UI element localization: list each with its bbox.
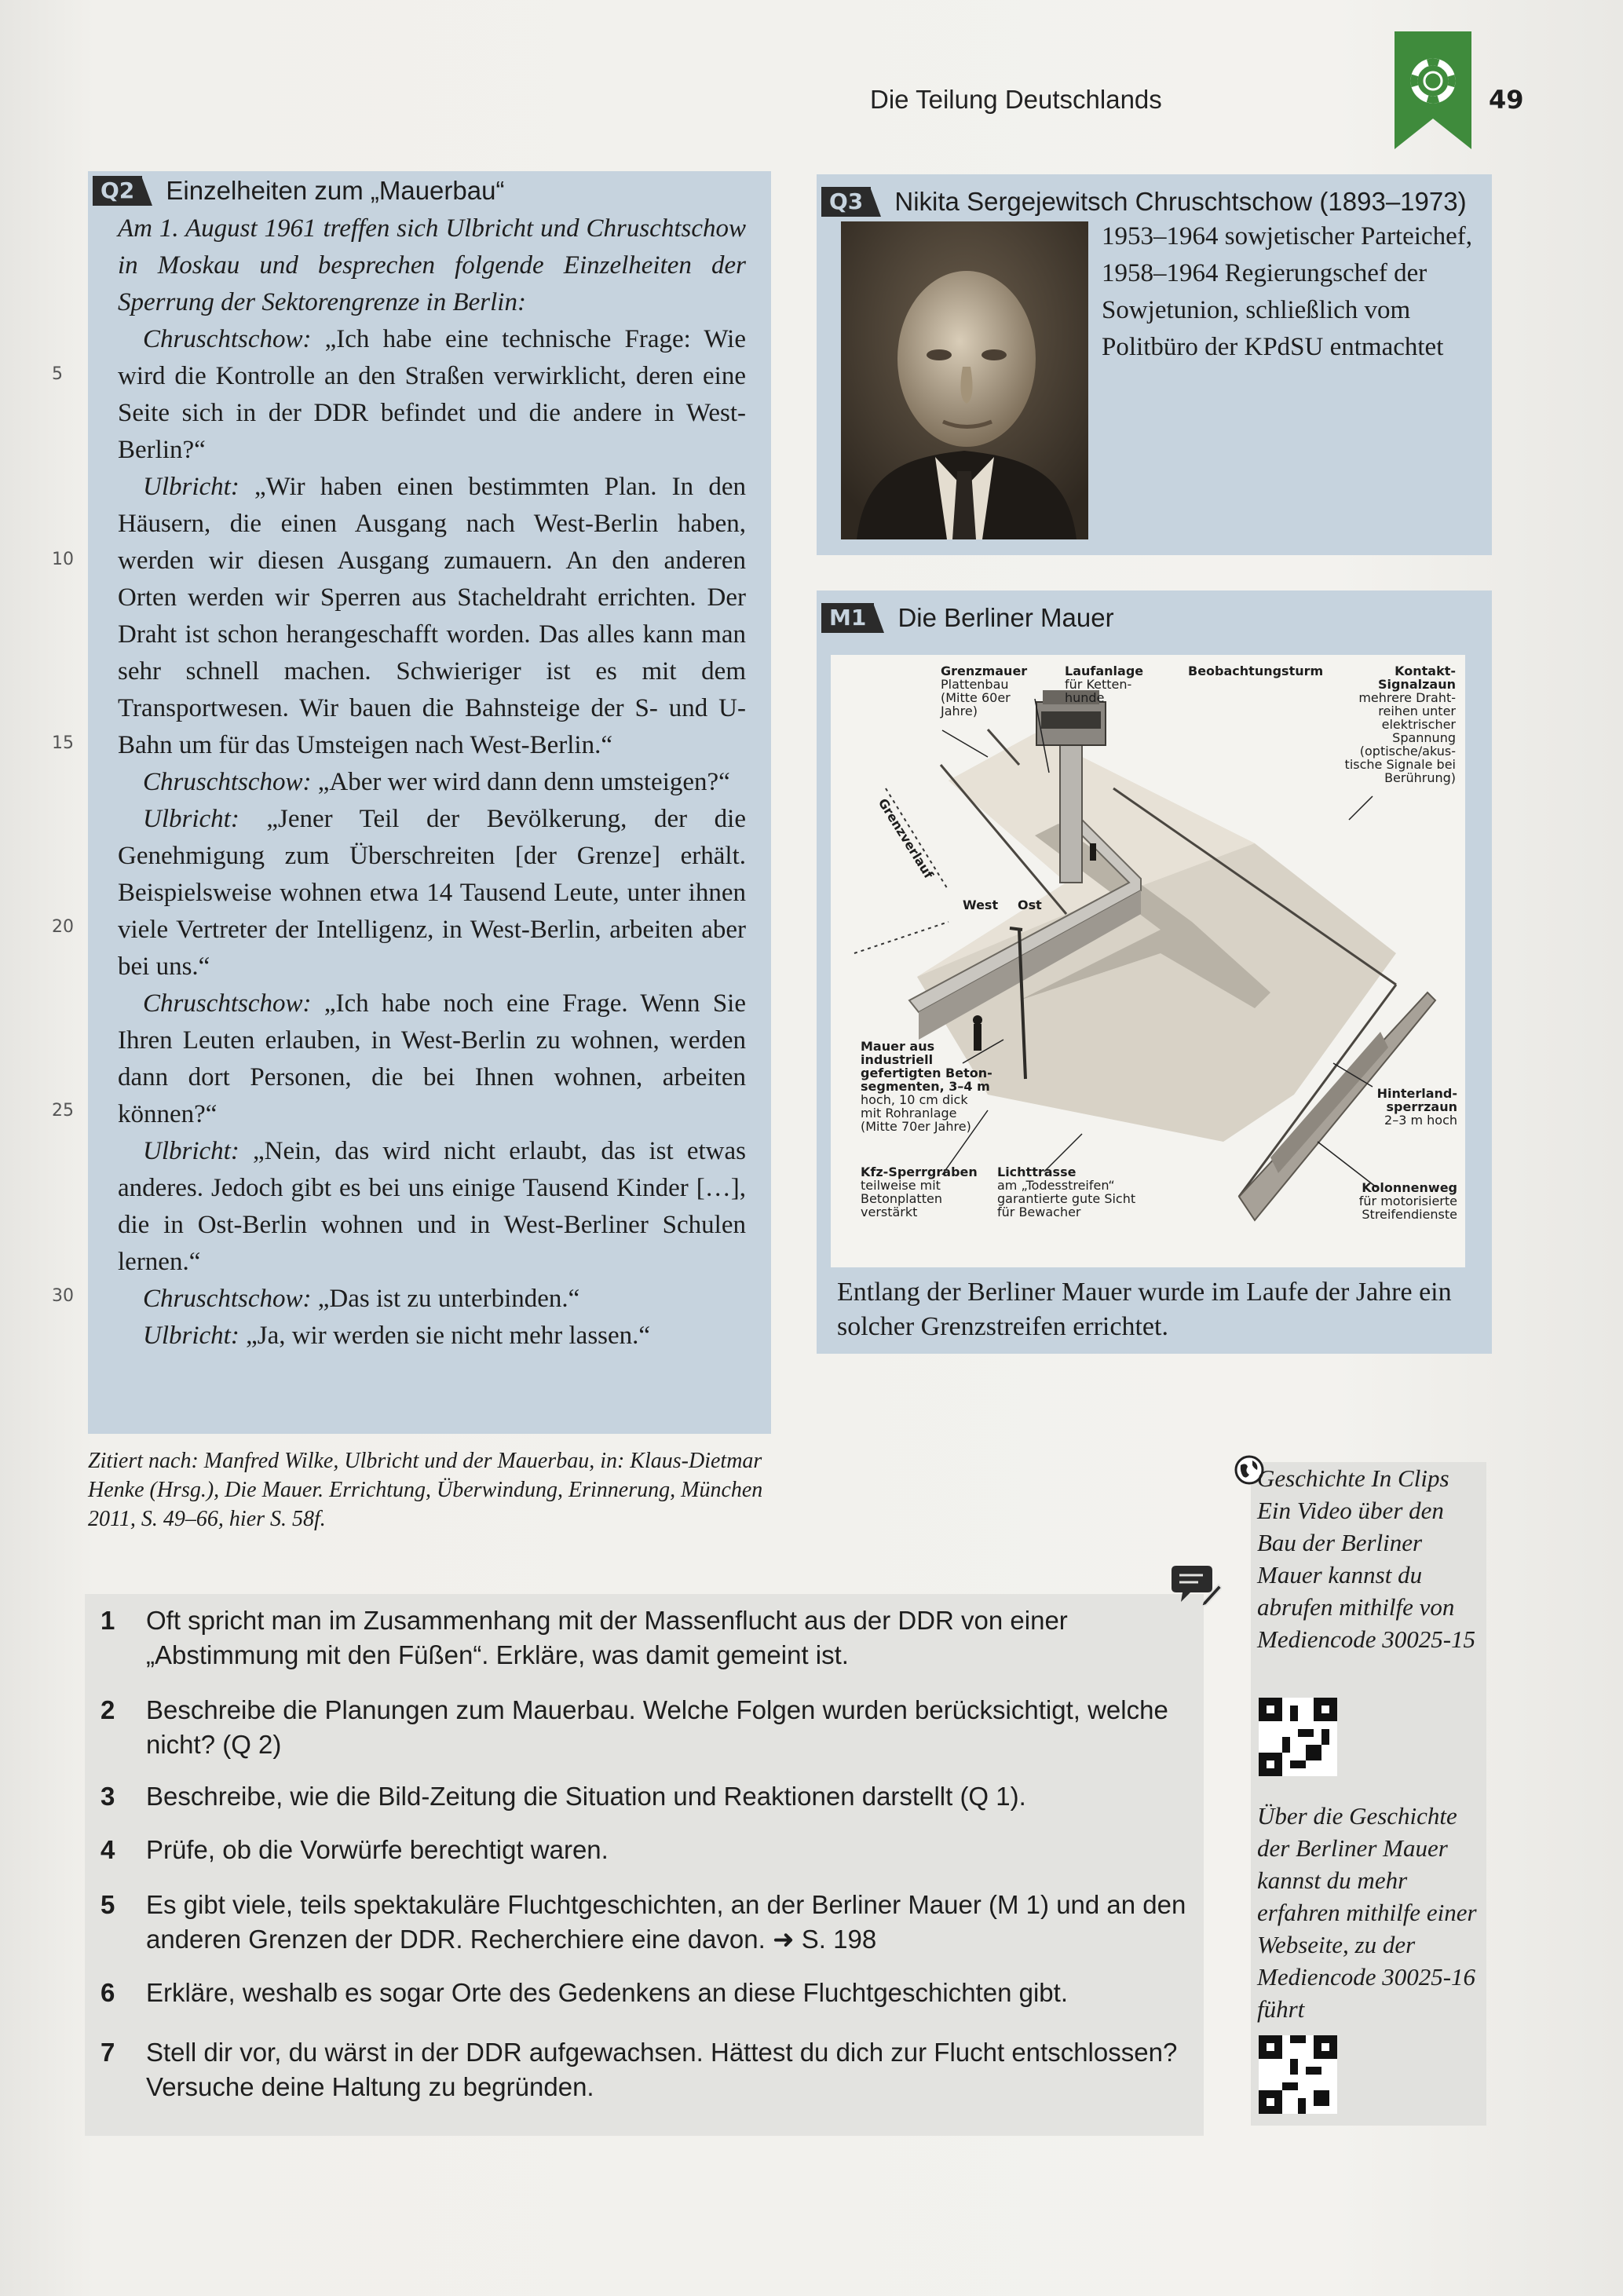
lifebuoy-icon	[1407, 55, 1459, 107]
chruschtschow-portrait	[841, 221, 1088, 539]
label-grenzmauer: Grenzmauer Plattenbau (Mitte 60er Jahre)	[941, 664, 1028, 718]
line-number: 30	[52, 1286, 74, 1306]
m1-heading	[821, 603, 1114, 633]
media-sidebar	[1251, 1462, 1486, 2126]
clip-media-text: Geschichte In Clips Ein Video über den Bau der Berliner Mauer kannst du abrufen mithilfe von Mediencode 30025-15	[1257, 1464, 1476, 1653]
line-number: 10	[52, 550, 74, 569]
q3-heading	[821, 187, 1467, 217]
qr-code-icon[interactable]	[1259, 1698, 1337, 1776]
q2-tag: Q2	[93, 176, 142, 206]
label-laufanlage: Laufanlage für Ketten- hunde	[1065, 664, 1144, 705]
portrait-photo	[841, 221, 1088, 539]
tag-slash	[870, 187, 881, 217]
q2-dialogue-7: Chruschtschow: „Das ist zu unterbinden.“	[143, 1285, 580, 1313]
discussion-icon	[1172, 1561, 1222, 1610]
m1-tag: M1	[821, 603, 874, 633]
q2-heading	[93, 176, 504, 206]
label-kfz-sperrgraben: Kfz-Sperrgraben teilweise mit Betonplatten verstärkt	[861, 1164, 978, 1219]
tag-slash	[873, 603, 884, 633]
label-mauer: Mauer aus industriell gefertigten Beton- segmenten, 3–4 m hoch, 10 cm dick mit Rohranlage (Mitte 70er Jahre)	[861, 1039, 992, 1134]
q2-dialogue-8: Ulbricht: „Ja, wir werden sie nicht mehr lassen.“	[143, 1322, 651, 1350]
page-header-title: Die Teilung Deutschlands	[870, 85, 1162, 114]
q3-tag: Q3	[821, 187, 871, 217]
q2-dialogue-3: Chruschtschow: „Aber wer wird dann denn umsteigen?“	[143, 768, 730, 796]
label-hinterlandsperrzaun: Hinterland- sperrzaun 2–3 m hoch	[1376, 1086, 1457, 1128]
m1-title: Die Berliner Mauer	[897, 603, 1114, 632]
line-number: 15	[52, 733, 74, 753]
line-number: 5	[52, 364, 63, 384]
qr-code-icon[interactable]	[1259, 2035, 1337, 2114]
q2-dialogue-5: Chruschtschow: „Ich habe noch eine Frage. Wenn Sie Ihren Leuten erlauben, in West-Berlin zu wohnen, werden dann dort Personen, die bei Ihnen wohnen, arbeiten können?“	[118, 989, 746, 1128]
q2-source-text	[118, 210, 746, 1355]
m1-caption: Entlang der Berliner Mauer wurde im Laufe der Jahre ein solcher Grenzstreifen errichtet.	[837, 1278, 1452, 1341]
q3-text: 1953–1964 sowjetischer Parteichef, 1958–1964 Regierungschef der Sowjetunion, schließlich vom Politbüro der KPdSU entmachtet	[1102, 222, 1472, 361]
q2-title: Einzelheiten zum „Mauerbau“	[166, 176, 505, 205]
web-media-text: Über die Geschichte der Berliner Mauer kannst du mehr erfahren mithilfe einer Webseite, zu der Mediencode 30025-16 führt	[1257, 1802, 1477, 2023]
q2-intro: Am 1. August 1961 treffen sich Ulbricht und Chruschtschow in Moskau und besprechen folgende Einzelheiten der Sperrung der Sektorengrenze in Berlin:	[118, 214, 746, 316]
label-lichttrasse: Lichttrasse am „Todesstreifen“ garantierte gute Sicht für Bewacher	[997, 1164, 1136, 1219]
tasks-box: 1 Oft spricht man im Zusammenhang mit der Massenflucht aus der DDR von einer „Abstimmung mit den Füßen“. Erkläre, was damit gemeint ist. 2 Beschreibe die Planungen zum Mauerbau. Welche Folgen wurden berücksichtigt, welche nicht? (Q 2) 3 Beschreibe, wie die Bild-Zeitung die Situation und Reaktionen darstellt (Q 1). 4 Prüfe, ob die Vorwürfe berechtigt waren. 5 Es gibt viele, teils spektakuläre Fluchtgeschichten, an der Berliner Mauer (M 1) und an den anderen Grenzen der DDR. Recherchiere eine davon. ➜ S. 198 6 Erkläre, weshalb es sogar Orte des Gedenkens an diese Fluchtgeschichten gibt. 7 Stell dir vor, du wärst in der DDR aufgewachsen. Hättest du dich zur Flucht entschlossen? Versuche deine Haltung zu begründen.	[85, 1594, 1204, 2136]
label-kolonnenweg: Kolonnenweg für motorisierte Streifendienste	[1358, 1180, 1457, 1222]
q2-citation: Zitiert nach: Manfred Wilke, Ulbricht und der Mauerbau, in: Klaus-Dietmar Henke (Hrsg.), Die Mauer. Errichtung, Überwindung, Erinnerung, München 2011, S. 49–66, hier S. 58f.	[88, 1449, 763, 1531]
label-ost: Ost	[1018, 898, 1042, 912]
line-number: 20	[52, 917, 74, 937]
page-number: 49	[1489, 85, 1524, 115]
q2-dialogue-1: Chruschtschow: „Ich habe eine technische Frage: Wie wird die Kontrolle an den Straßen verwirklicht, deren eine Seite sich in der DDR befindet und die andere in West-Berlin?“	[118, 325, 746, 464]
label-beobachtungsturm: Beobachtungsturm	[1188, 664, 1324, 678]
label-grenzverlauf: Grenzverlauf	[875, 795, 937, 882]
q2-dialogue-2: Ulbricht: „Wir haben einen bestimmten Plan. In den Häusern, die einen Ausgang nach West-Berlin haben, werden wir diesen Ausgang zumauern. An den anderen Orten werden wir Sperren aus Stacheldraht errichten. Der Draht ist schon herangeschafft worden. Das alles kann man sehr schnell machen. Schwieriger ist es mit dem Transportwesen. Wir bauen die Bahnsteige der S- und U-Bahn um für das Umsteigen nach West-Berlin.“	[118, 473, 746, 759]
q2-dialogue-4: Ulbricht: „Jener Teil der Bevölkerung, der die Genehmigung zum Überschreiten [der Grenze] erhält. Beispielsweise wohnen etwa 14 Tausend Leute, unter ihnen viele Vertreter der Intelligenz, in West-Berlin, arbeiten aber bei uns.“	[118, 805, 746, 981]
label-kontakt-signalzaun: Kontakt- Signalzaun mehrere Draht- reihen unter elektrischer Spannung (optische/akus- tische Signale bei Berührung)	[1344, 664, 1456, 785]
label-west: West	[963, 898, 999, 912]
line-number: 25	[52, 1101, 74, 1121]
q2-dialogue-6: Ulbricht: „Nein, das wird nicht erlaubt, das ist etwas anderes. Jedoch gibt es bei uns einige Tausend Kinder […], die in Ost-Berlin wohnen und in West-Berliner Schulen lernen.“	[118, 1137, 746, 1276]
q3-title: Nikita Sergejewitsch Chruschtschow (1893–1973)	[894, 187, 1467, 216]
tag-slash	[141, 176, 152, 206]
berlin-wall-diagram	[831, 655, 1465, 1267]
